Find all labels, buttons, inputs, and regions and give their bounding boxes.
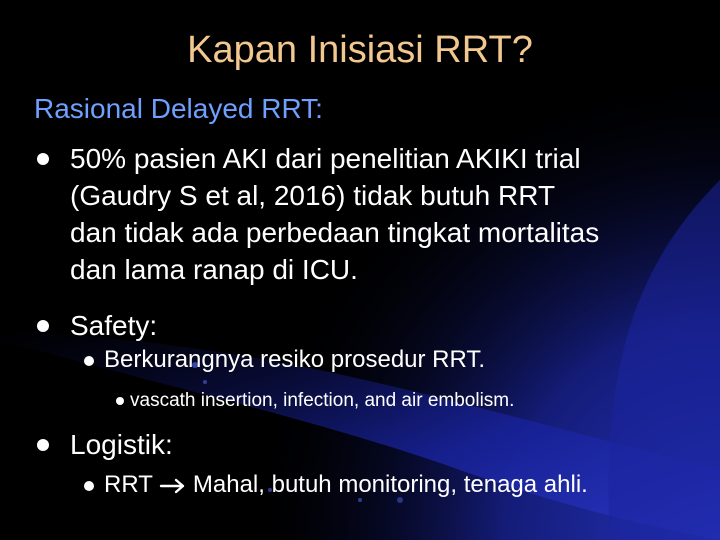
bullet-item-aki [70, 140, 710, 288]
bullet-line: 50% pasien AKI dari penelitian AKIKI trial [70, 143, 581, 174]
slide-heading: Rasional Delayed RRT: [34, 93, 323, 124]
slide-title: Kapan Inisiasi RRT? [187, 29, 533, 71]
right-arrow-icon [159, 470, 187, 500]
bullet-line: dan lama ranap di ICU. [70, 254, 358, 285]
bullet-line: dan tidak ada perbedaan tingkat mortalitas [70, 217, 600, 248]
bullet-dot-icon [37, 320, 49, 332]
bullet-dot-icon [116, 397, 124, 405]
bullet-item-logistik: Logistik: [70, 429, 173, 460]
sub-sub-bullet-item-vascath: vascath insertion, infection, and air embolism. [130, 390, 515, 411]
bullet-text-before-arrow: RRT [104, 471, 153, 498]
bullet-text-after-arrow: Mahal, butuh monitoring, tenaga ahli. [192, 471, 588, 498]
bullet-line: (Gaudry S et al, 2016) tidak butuh RRT [70, 180, 556, 211]
bullet-dot-icon [84, 481, 94, 491]
sub-bullet-item-resiko: Berkurangnya resiko prosedur RRT. [104, 346, 486, 373]
bullet-dot-icon [84, 356, 94, 366]
bullet-dot-icon [37, 153, 49, 165]
sub-bullet-item-rrt-cost [104, 470, 588, 500]
bullet-dot-icon [37, 439, 49, 451]
bullet-item-safety: Safety: [70, 310, 158, 341]
